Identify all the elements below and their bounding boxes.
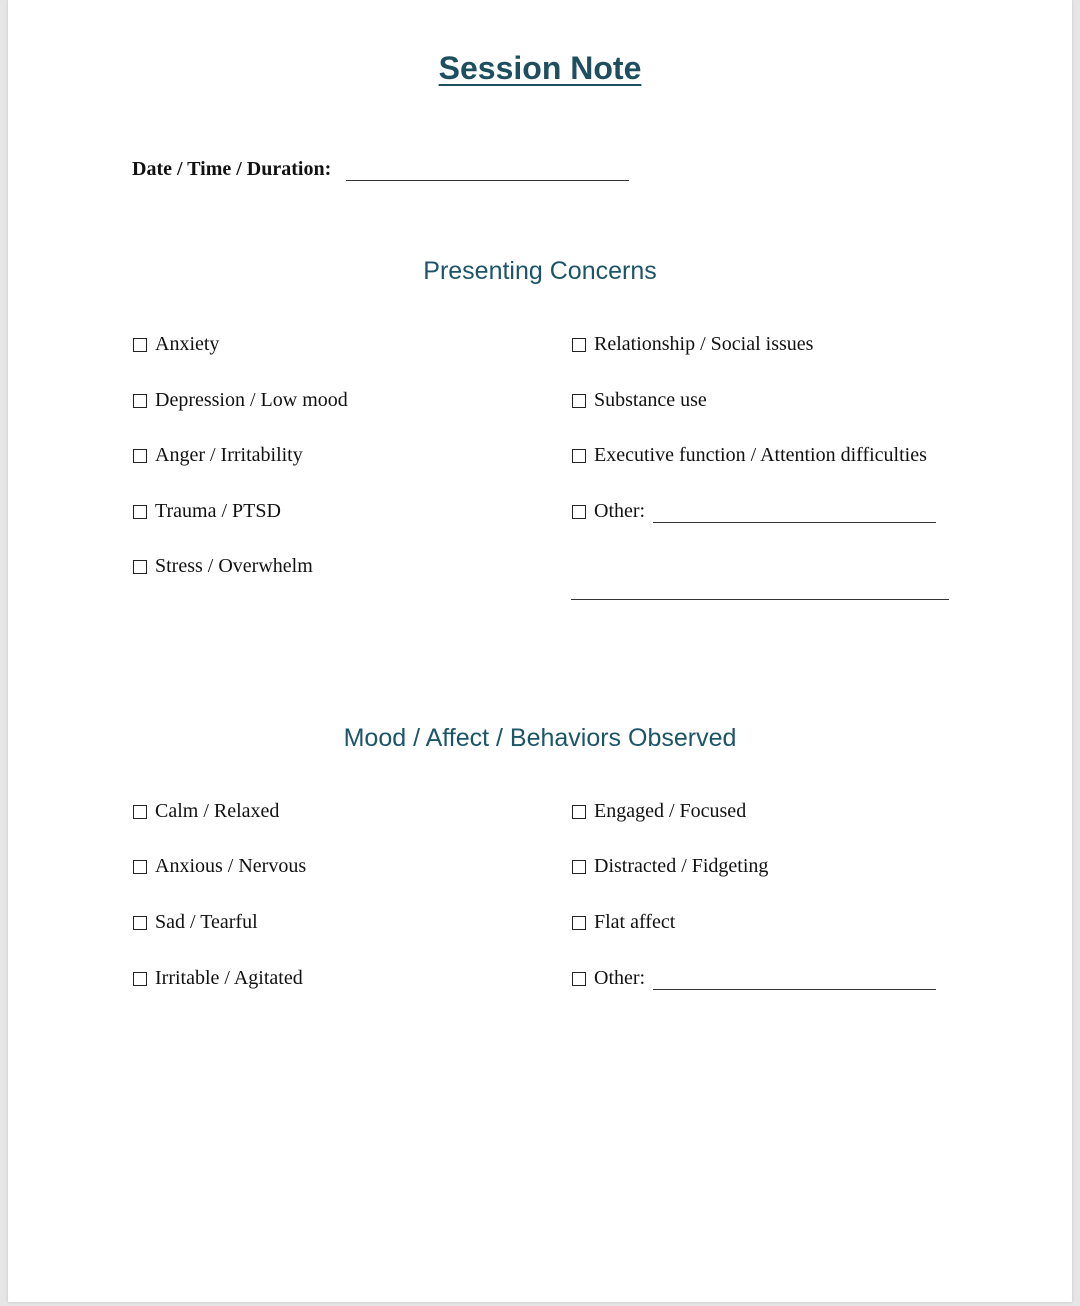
checkbox-label: Depression / Low mood	[155, 389, 348, 411]
checkbox-label: Calm / Relaxed	[155, 800, 280, 822]
checkbox-depression-low-mood[interactable]	[133, 389, 348, 412]
checkbox-label: Relationship / Social issues	[594, 333, 814, 355]
checkbox-label: Sad / Tearful	[155, 911, 258, 933]
checkbox-other-concern[interactable]	[572, 500, 645, 523]
checkbox-label: Stress / Overwhelm	[155, 555, 313, 577]
checkbox-anger-irritability[interactable]	[133, 444, 303, 467]
checkbox-label: Other:	[594, 967, 646, 989]
checkbox-label: Executive function / Attention difficulties	[594, 444, 927, 466]
checkbox-label: Irritable / Agitated	[155, 967, 303, 989]
checkbox-icon[interactable]	[572, 338, 586, 352]
checkbox-icon[interactable]	[133, 394, 147, 408]
mood-affect-heading: Mood / Affect / Behaviors Observed	[343, 724, 737, 752]
checkbox-flat-affect[interactable]	[572, 911, 675, 934]
checkbox-icon[interactable]	[133, 972, 147, 986]
checkbox-label: Flat affect	[594, 911, 676, 933]
checkbox-icon[interactable]	[572, 972, 586, 986]
checkbox-icon[interactable]	[572, 449, 586, 463]
checkbox-label: Other:	[594, 500, 646, 522]
other-concern-field[interactable]	[653, 522, 936, 523]
checkbox-label: Distracted / Fidgeting	[594, 855, 769, 877]
checkbox-trauma-ptsd[interactable]	[133, 500, 281, 523]
checkbox-executive-function[interactable]	[572, 444, 927, 467]
checkbox-icon[interactable]	[572, 916, 586, 930]
checkbox-anxious-nervous[interactable]	[133, 855, 306, 878]
checkbox-icon[interactable]	[572, 394, 586, 408]
checkbox-substance-use[interactable]	[572, 389, 707, 412]
other-mood-field[interactable]	[653, 989, 936, 990]
checkbox-label: Anxious / Nervous	[155, 855, 307, 877]
checkbox-distracted-fidgeting[interactable]	[572, 855, 768, 878]
date-time-duration-label: Date / Time / Duration:	[132, 158, 332, 180]
checkbox-label: Anxiety	[155, 333, 220, 355]
checkbox-label: Engaged / Focused	[594, 800, 747, 822]
checkbox-engaged-focused[interactable]	[572, 800, 746, 823]
checkbox-icon[interactable]	[133, 505, 147, 519]
checkbox-icon[interactable]	[133, 860, 147, 874]
checkbox-calm-relaxed[interactable]	[133, 800, 279, 823]
checkbox-icon[interactable]	[133, 916, 147, 930]
checkbox-icon[interactable]	[133, 449, 147, 463]
checkbox-irritable-agitated[interactable]	[133, 967, 303, 990]
checkbox-icon[interactable]	[133, 560, 147, 574]
page-title: Session Note	[438, 50, 642, 86]
checkbox-relationship-social[interactable]	[572, 333, 813, 356]
checkbox-icon[interactable]	[572, 860, 586, 874]
presenting-concerns-heading: Presenting Concerns	[423, 257, 657, 285]
checkbox-anxiety[interactable]	[133, 333, 219, 356]
checkbox-label: Substance use	[594, 389, 707, 411]
checkbox-sad-tearful[interactable]	[133, 911, 258, 934]
checkbox-icon[interactable]	[133, 805, 147, 819]
checkbox-other-mood[interactable]	[572, 967, 645, 990]
checkbox-icon[interactable]	[572, 805, 586, 819]
document-page	[8, 0, 1072, 1302]
checkbox-icon[interactable]	[572, 505, 586, 519]
checkbox-stress-overwhelm[interactable]	[133, 555, 313, 578]
checkbox-label: Anger / Irritability	[155, 444, 303, 466]
checkbox-icon[interactable]	[133, 338, 147, 352]
other-concern-field-line-2[interactable]	[571, 599, 949, 600]
date-time-duration-field[interactable]	[346, 180, 629, 181]
checkbox-label: Trauma / PTSD	[155, 500, 281, 522]
